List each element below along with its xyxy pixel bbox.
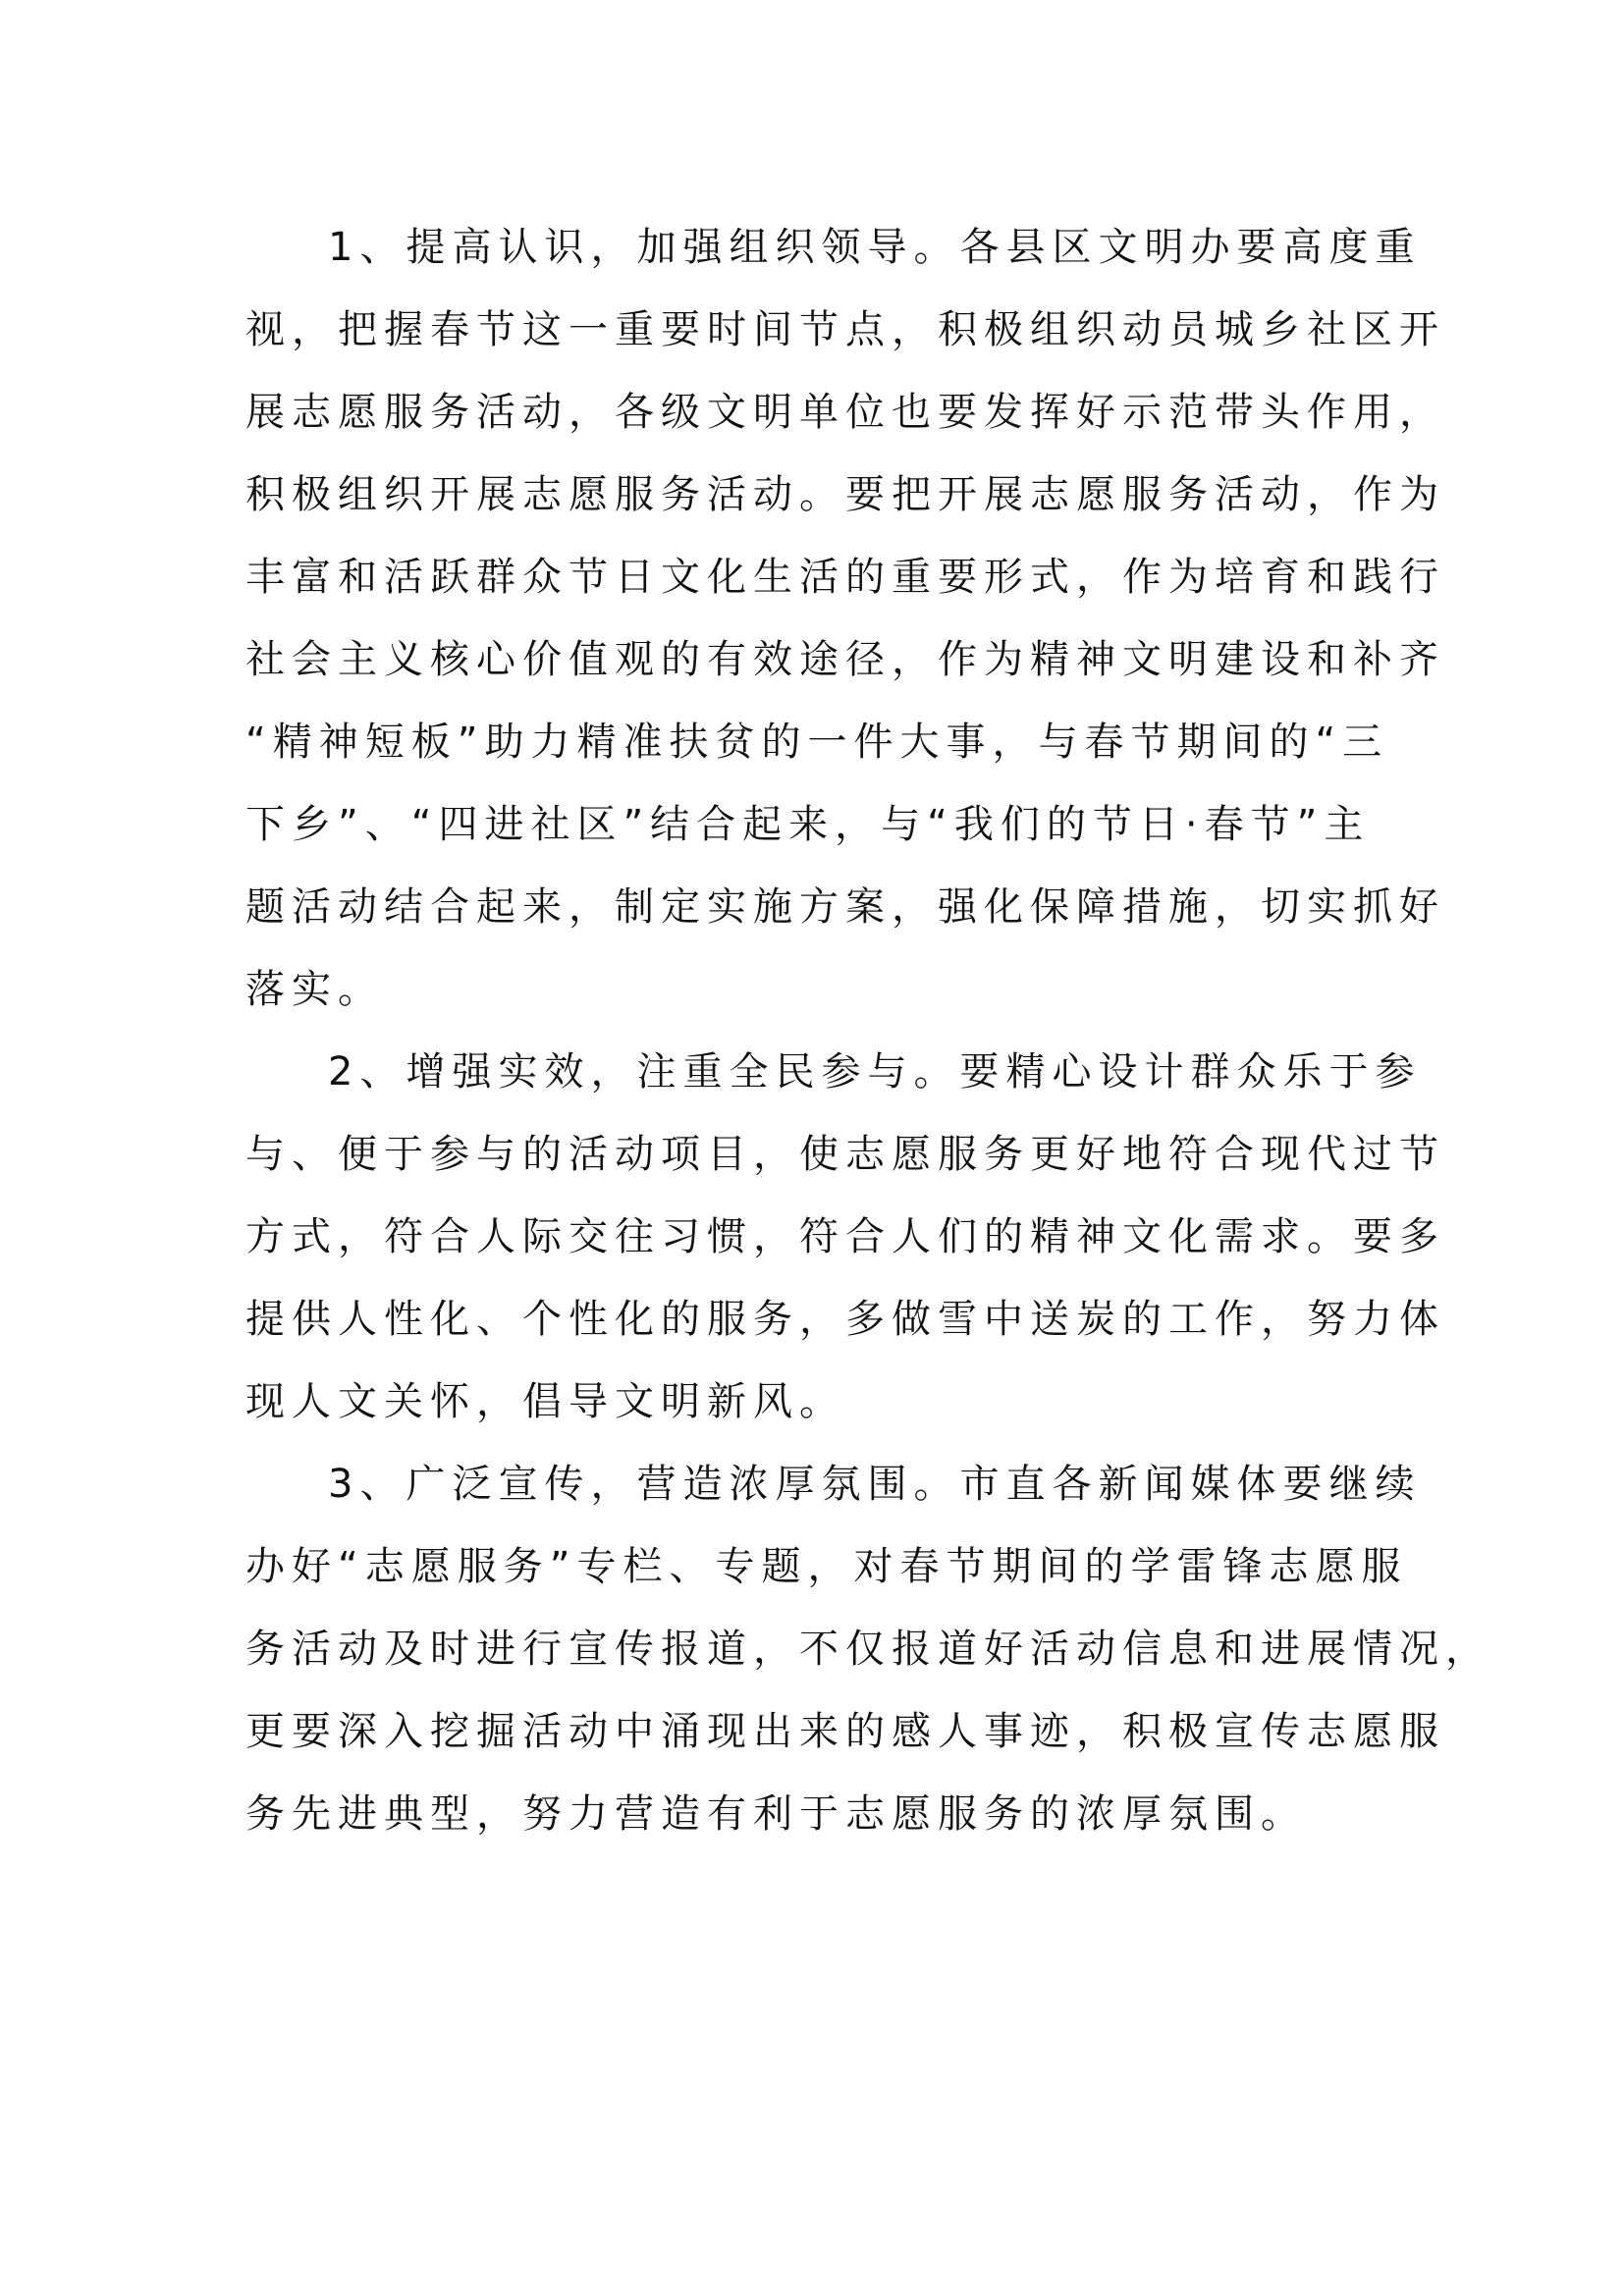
paragraph-line: “精神短板”助力精准扶贫的一件大事，与春节期间的“三 [245, 720, 1389, 765]
paragraph-line: 3、广泛宣传，营造浓厚氛围。市直各新闻媒体要继续 [328, 1462, 1422, 1507]
paragraph-line: 1、提高认识，加强组织领导。各县区文明办要高度重 [328, 225, 1422, 270]
paragraph-line: 落实。 [245, 967, 384, 1012]
paragraph-3 [245, 1443, 1491, 1855]
paragraph-line: 下乡”、“四进社区”结合起来，与“我们的节日·春节”主 [245, 802, 1371, 847]
paragraph-line: 提供人性化、个性化的服务，多做雪中送炭的工作，努力体 [245, 1297, 1445, 1342]
paragraph-line: 务先进典型，努力营造有利于志愿服务的浓厚氛围。 [245, 1791, 1307, 1837]
paragraph-line: 方式，符合人际交往习惯，符合人们的精神文化需求。要多 [245, 1214, 1445, 1259]
paragraph-line: 题活动结合起来，制定实施方案，强化保障措施，切实抓好 [245, 884, 1445, 930]
paragraph-line: 现人文关怀，倡导文明新风。 [245, 1379, 845, 1424]
paragraph-line: 务活动及时进行宣传报道，不仅报道好活动信息和进展情况， [245, 1627, 1491, 1672]
paragraph-line: 与、便于参与的活动项目，使志愿服务更好地符合现代过节 [245, 1132, 1445, 1177]
paragraph-line: 办好“志愿服务”专栏、专题，对春节期间的学雷锋志愿服 [245, 1544, 1408, 1589]
paragraph-2 [245, 1031, 1445, 1443]
document-body [245, 206, 1491, 1855]
paragraph-line: 积极组织开展志愿服务活动。要把开展志愿服务活动，作为 [245, 472, 1445, 517]
paragraph-line: 更要深入挖掘活动中涌现出来的感人事迹，积极宣传志愿服 [245, 1709, 1445, 1754]
paragraph-line: 视，把握春节这一重要时间节点，积极组织动员城乡社区开 [245, 307, 1445, 352]
paragraph-line: 2、增强实效，注重全民参与。要精心设计群众乐于参 [328, 1049, 1422, 1095]
paragraph-1 [245, 206, 1445, 1031]
paragraph-line: 展志愿服务活动，各级文明单位也要发挥好示范带头作用， [245, 390, 1445, 435]
paragraph-line: 社会主义核心价值观的有效途径，作为精神文明建设和补齐 [245, 637, 1445, 682]
paragraph-line: 丰富和活跃群众节日文化生活的重要形式，作为培育和践行 [245, 555, 1445, 600]
